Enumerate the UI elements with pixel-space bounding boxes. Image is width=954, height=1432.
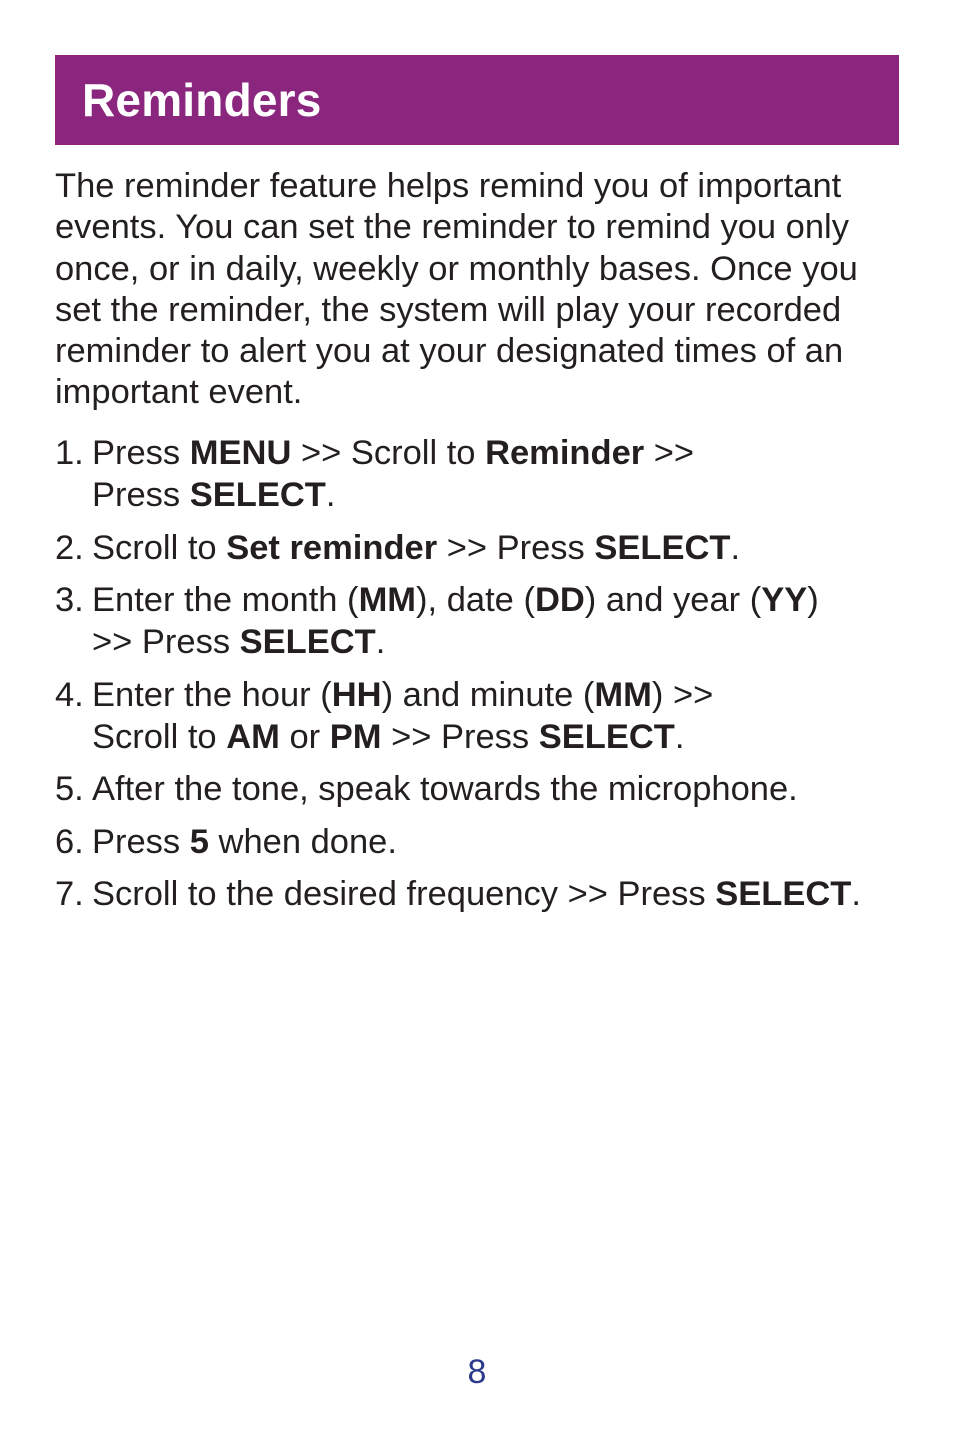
step-item — [55, 432, 915, 516]
intro-paragraph: The reminder feature helps remind you of important events. You can set the reminder to remind you only once, or in daily, weekly or monthly bases. Once you set the reminder, the system will play your recorded reminder to alert you at your designated times of an important event. — [55, 167, 858, 412]
option-label: AM — [226, 717, 280, 756]
steps-list — [55, 432, 915, 926]
step-text: Scroll to Set reminder >> Press SELECT. — [92, 528, 741, 567]
field-label: YY — [761, 581, 808, 619]
step-text: Press MENU >> Scroll to Reminder >> Press SELECT. — [92, 434, 695, 514]
section-header-bar — [55, 55, 899, 145]
menu-label: Set reminder — [226, 528, 438, 567]
step-number: 3. — [55, 581, 84, 619]
step-number: 6. — [55, 822, 84, 861]
step-item — [55, 873, 915, 915]
page-title: Reminders — [82, 74, 322, 126]
key-label: SELECT — [715, 875, 852, 913]
step-text: Enter the month (MM), date (DD) and year (YY) >> Press SELECT. — [92, 581, 819, 661]
step-item — [55, 674, 915, 758]
field-label: MM — [358, 581, 417, 619]
step-number: 4. — [55, 675, 84, 714]
step-number: 2. — [55, 528, 84, 567]
field-label: HH — [331, 675, 382, 714]
page-number: 8 — [467, 1353, 487, 1391]
field-label: DD — [534, 581, 585, 619]
step-item — [55, 821, 915, 863]
step-number: 7. — [55, 875, 84, 913]
step-text: Press 5 when done. — [92, 822, 397, 861]
key-label: SELECT — [538, 717, 675, 756]
menu-label: Reminder — [485, 434, 645, 472]
step-item — [55, 579, 915, 663]
key-label: MENU — [189, 434, 292, 472]
key-label: SELECT — [189, 476, 326, 514]
step-number: 1. — [55, 434, 84, 472]
key-label: 5 — [189, 822, 209, 861]
step-item — [55, 527, 915, 569]
key-label: SELECT — [239, 623, 376, 661]
key-label: SELECT — [594, 528, 731, 567]
step-text: Scroll to the desired frequency >> Press SELECT. — [92, 875, 861, 913]
step-number: 5. — [55, 770, 84, 808]
option-label: PM — [329, 717, 382, 756]
step-text: Enter the hour (HH) and minute (MM) >> Scroll to AM or PM >> Press SELECT. — [92, 675, 714, 756]
field-label: MM — [594, 675, 652, 714]
step-text: After the tone, speak towards the microphone. — [92, 770, 798, 808]
step-item — [55, 768, 915, 810]
